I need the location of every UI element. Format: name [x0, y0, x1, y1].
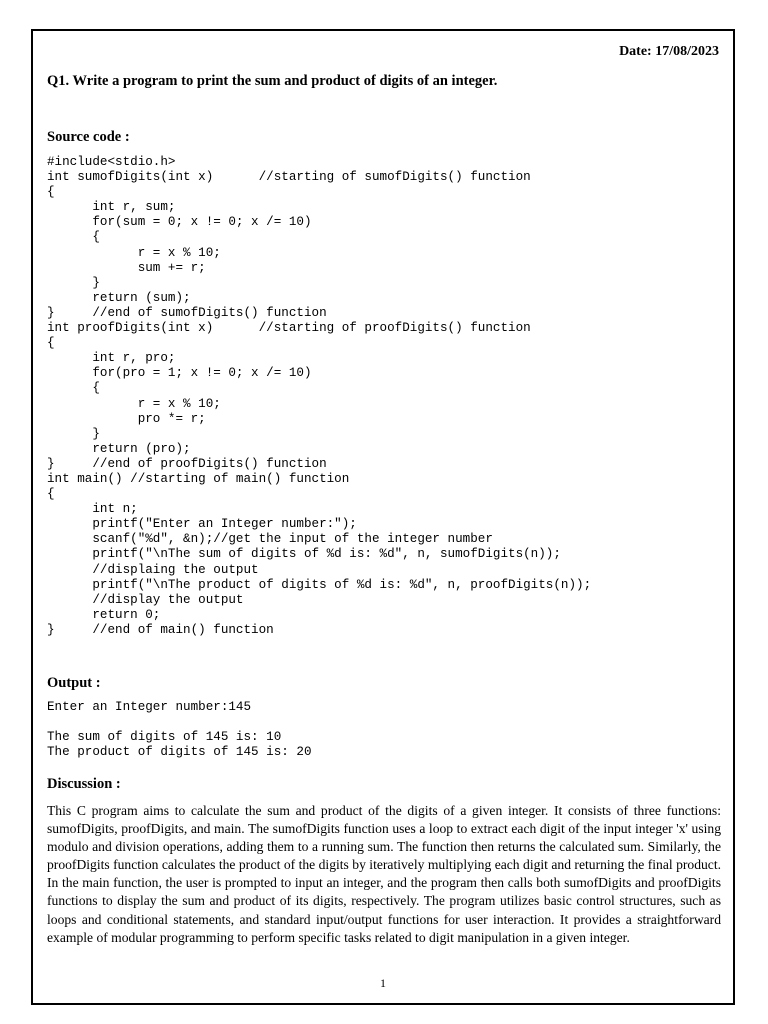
source-code-heading: Source code : — [47, 129, 130, 145]
date-label: Date: 17/08/2023 — [619, 44, 719, 59]
discussion-paragraph: This C program aims to calculate the sum and product of the digits of a given integer. It consists of three functions: sumofDigits, proofDigits, and main. The sumofDigits function uses a loop to extract each digit of the input integer 'x' using modulo and division operations, adding them to a running sum. The function then returns the calculated sum. Similarly, the proofDigits function calculates the product of the digits by iteratively multiplying each digit and returning the final product. In the main function, the user is prompted to input an integer, and the program then calls both sumofDigits and proofDigits functions to display the sum and product of its digits, respectively. The program utilizes basic control structures, such as loops and conditional statements, and standard input/output functions for user interaction. It provides a straightforward example of modular programming to perform specific tasks related to digit manipulation in a given integer. — [47, 803, 721, 945]
discussion-heading: Discussion : — [47, 776, 121, 792]
output-heading: Output : — [47, 675, 101, 691]
page-number: 1 — [380, 976, 386, 990]
output-block: Enter an Integer number:145 The sum of digits of 145 is: 10 The product of digits of 145 is: 20 — [47, 700, 312, 760]
page-frame — [31, 29, 735, 1005]
question-title: Q1. Write a program to print the sum and product of digits of an integer. — [47, 73, 498, 89]
source-code-block: #include<stdio.h> int sumofDigits(int x) //starting of sumofDigits() function { int r, sum; for(sum = 0; x != 0; x /= 10) { r = x % 10; sum += r; } return (sum); } //end of sumofDigits() function int proofDigits(int x) //starting of proofDigits() function { int r, pro; for(pro = 1; x != 0; x /= 10) { r = x % 10; pro *= r; } return (pro); } //end of proofDigits() function int main() //starting of main() function { int n; printf("Enter an Integer number:"); scanf("%d", &n);//get the input of the integer number printf("\nThe sum of digits of %d is: %d", n, sumofDigits(n)); //displaing the output printf("\nThe product of digits of %d is: %d", n, proofDigits(n)); //display the output return 0; } //end of main() function — [47, 155, 592, 637]
